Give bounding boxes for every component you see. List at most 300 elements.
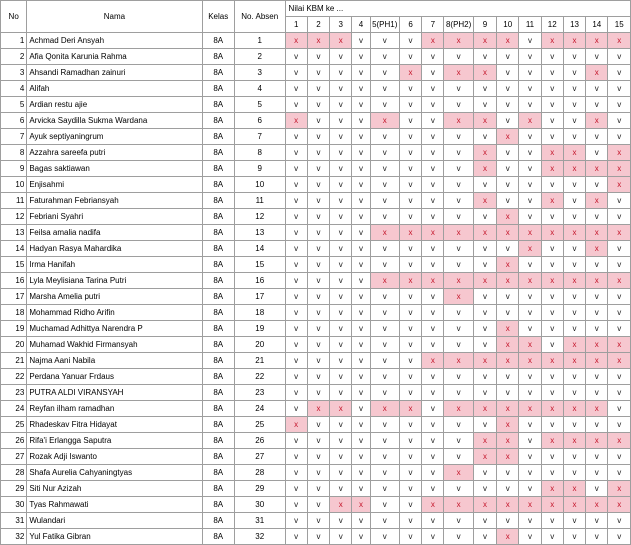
cell-grade-6[interactable]: v xyxy=(399,465,421,481)
cell-no[interactable]: 22 xyxy=(1,369,27,385)
cell-grade-11[interactable]: x xyxy=(519,337,541,353)
cell-absen[interactable]: 13 xyxy=(234,225,285,241)
cell-grade-9[interactable]: v xyxy=(473,177,496,193)
cell-absen[interactable]: 7 xyxy=(234,129,285,145)
cell-grade-5[interactable]: v xyxy=(370,417,399,433)
cell-grade-7[interactable]: v xyxy=(422,465,444,481)
cell-nama[interactable]: Wulandari xyxy=(27,513,202,529)
cell-grade-4[interactable]: v xyxy=(352,321,370,337)
cell-grade-12[interactable]: x xyxy=(541,497,563,513)
cell-grade-5[interactable]: v xyxy=(370,449,399,465)
cell-kelas[interactable]: 8A xyxy=(202,289,234,305)
cell-grade-15[interactable]: x xyxy=(608,481,631,497)
cell-grade-4[interactable]: v xyxy=(352,97,370,113)
cell-no[interactable]: 5 xyxy=(1,97,27,113)
cell-grade-11[interactable]: x xyxy=(519,113,541,129)
cell-grade-3[interactable]: v xyxy=(330,417,352,433)
cell-grade-7[interactable]: v xyxy=(422,417,444,433)
cell-grade-13[interactable]: x xyxy=(563,433,585,449)
cell-grade-2[interactable]: v xyxy=(307,257,329,273)
cell-grade-2[interactable]: v xyxy=(307,337,329,353)
cell-grade-6[interactable]: x xyxy=(399,401,421,417)
cell-grade-15[interactable]: x xyxy=(608,433,631,449)
cell-grade-15[interactable]: v xyxy=(608,65,631,81)
cell-grade-6[interactable]: v xyxy=(399,113,421,129)
cell-grade-1[interactable]: x xyxy=(285,417,307,433)
cell-grade-12[interactable]: x xyxy=(541,353,563,369)
cell-grade-5[interactable]: v xyxy=(370,49,399,65)
cell-absen[interactable]: 10 xyxy=(234,177,285,193)
cell-grade-11[interactable]: x xyxy=(519,241,541,257)
cell-grade-12[interactable]: v xyxy=(541,209,563,225)
cell-grade-6[interactable]: x xyxy=(399,65,421,81)
cell-grade-3[interactable]: v xyxy=(330,465,352,481)
cell-grade-11[interactable]: v xyxy=(519,369,541,385)
cell-no[interactable]: 6 xyxy=(1,113,27,129)
cell-grade-12[interactable]: v xyxy=(541,97,563,113)
cell-grade-4[interactable]: v xyxy=(352,225,370,241)
cell-grade-6[interactable]: v xyxy=(399,177,421,193)
cell-kelas[interactable]: 8A xyxy=(202,529,234,545)
cell-grade-9[interactable]: v xyxy=(473,81,496,97)
cell-grade-14[interactable]: v xyxy=(586,321,608,337)
header-kbm-3[interactable]: 3 xyxy=(330,17,352,33)
cell-grade-10[interactable]: v xyxy=(497,193,519,209)
cell-grade-13[interactable]: x xyxy=(563,225,585,241)
cell-grade-9[interactable]: x xyxy=(473,449,496,465)
cell-kelas[interactable]: 8A xyxy=(202,113,234,129)
cell-grade-7[interactable]: v xyxy=(422,481,444,497)
cell-grade-6[interactable]: v xyxy=(399,433,421,449)
cell-grade-8[interactable]: v xyxy=(444,417,473,433)
cell-no[interactable]: 3 xyxy=(1,65,27,81)
cell-grade-6[interactable]: v xyxy=(399,209,421,225)
cell-grade-1[interactable]: v xyxy=(285,241,307,257)
cell-grade-2[interactable]: v xyxy=(307,385,329,401)
cell-grade-4[interactable]: v xyxy=(352,417,370,433)
cell-grade-13[interactable]: v xyxy=(563,113,585,129)
cell-grade-4[interactable]: v xyxy=(352,353,370,369)
cell-nama[interactable]: Najma Aani Nabila xyxy=(27,353,202,369)
cell-absen[interactable]: 19 xyxy=(234,321,285,337)
cell-grade-1[interactable]: v xyxy=(285,385,307,401)
cell-grade-8[interactable]: v xyxy=(444,81,473,97)
cell-grade-9[interactable]: x xyxy=(473,497,496,513)
cell-grade-10[interactable]: x xyxy=(497,497,519,513)
cell-grade-8[interactable]: x xyxy=(444,33,473,49)
cell-grade-12[interactable]: x xyxy=(541,145,563,161)
cell-grade-13[interactable]: x xyxy=(563,497,585,513)
cell-nama[interactable]: PUTRA ALDI VIRANSYAH xyxy=(27,385,202,401)
cell-nama[interactable]: Ayuk septiyaningrum xyxy=(27,129,202,145)
cell-grade-13[interactable]: x xyxy=(563,145,585,161)
cell-grade-6[interactable]: v xyxy=(399,289,421,305)
cell-grade-2[interactable]: v xyxy=(307,465,329,481)
cell-grade-15[interactable]: v xyxy=(608,529,631,545)
cell-grade-15[interactable]: v xyxy=(608,449,631,465)
cell-grade-12[interactable]: x xyxy=(541,273,563,289)
cell-grade-6[interactable]: v xyxy=(399,145,421,161)
cell-absen[interactable]: 32 xyxy=(234,529,285,545)
cell-grade-3[interactable]: v xyxy=(330,513,352,529)
cell-grade-4[interactable]: v xyxy=(352,65,370,81)
cell-grade-4[interactable]: v xyxy=(352,145,370,161)
cell-grade-12[interactable]: v xyxy=(541,417,563,433)
cell-grade-11[interactable]: v xyxy=(519,321,541,337)
cell-grade-5[interactable]: v xyxy=(370,209,399,225)
cell-grade-3[interactable]: v xyxy=(330,225,352,241)
cell-nama[interactable]: Feilsa amalia nadifa xyxy=(27,225,202,241)
cell-grade-8[interactable]: v xyxy=(444,481,473,497)
cell-grade-13[interactable]: v xyxy=(563,129,585,145)
cell-kelas[interactable]: 8A xyxy=(202,161,234,177)
cell-grade-5[interactable]: v xyxy=(370,289,399,305)
cell-nama[interactable]: Arvicka Saydilla Sukma Wardana xyxy=(27,113,202,129)
cell-grade-14[interactable]: x xyxy=(586,33,608,49)
cell-no[interactable]: 25 xyxy=(1,417,27,433)
cell-grade-9[interactable]: v xyxy=(473,257,496,273)
cell-grade-1[interactable]: v xyxy=(285,145,307,161)
cell-grade-11[interactable]: v xyxy=(519,129,541,145)
cell-grade-3[interactable]: v xyxy=(330,257,352,273)
cell-grade-1[interactable]: v xyxy=(285,337,307,353)
cell-nama[interactable]: Ardian restu ajie xyxy=(27,97,202,113)
cell-nama[interactable]: Perdana Yanuar Frdaus xyxy=(27,369,202,385)
cell-grade-10[interactable]: v xyxy=(497,161,519,177)
cell-grade-7[interactable]: v xyxy=(422,401,444,417)
cell-grade-6[interactable]: v xyxy=(399,481,421,497)
cell-nama[interactable]: Yul Fatika Gibran xyxy=(27,529,202,545)
cell-grade-2[interactable]: v xyxy=(307,145,329,161)
cell-grade-3[interactable]: x xyxy=(330,33,352,49)
cell-no[interactable]: 9 xyxy=(1,161,27,177)
cell-nama[interactable]: Azzahra sareefa putri xyxy=(27,145,202,161)
cell-no[interactable]: 12 xyxy=(1,209,27,225)
cell-grade-9[interactable]: x xyxy=(473,145,496,161)
cell-no[interactable]: 26 xyxy=(1,433,27,449)
cell-grade-14[interactable]: x xyxy=(586,497,608,513)
cell-grade-1[interactable]: v xyxy=(285,225,307,241)
cell-kelas[interactable]: 8A xyxy=(202,465,234,481)
cell-nama[interactable]: Afia Qonita Karunia Rahma xyxy=(27,49,202,65)
cell-grade-10[interactable]: x xyxy=(497,33,519,49)
cell-grade-15[interactable]: x xyxy=(608,337,631,353)
cell-grade-11[interactable]: v xyxy=(519,81,541,97)
cell-grade-12[interactable]: v xyxy=(541,513,563,529)
cell-grade-3[interactable]: x xyxy=(330,401,352,417)
cell-grade-5[interactable]: v xyxy=(370,33,399,49)
cell-grade-5[interactable]: v xyxy=(370,97,399,113)
cell-grade-2[interactable]: v xyxy=(307,529,329,545)
cell-grade-1[interactable]: v xyxy=(285,289,307,305)
cell-grade-11[interactable]: v xyxy=(519,161,541,177)
cell-grade-14[interactable]: v xyxy=(586,81,608,97)
cell-grade-5[interactable]: v xyxy=(370,81,399,97)
cell-grade-5[interactable]: v xyxy=(370,513,399,529)
cell-grade-1[interactable]: v xyxy=(285,257,307,273)
cell-no[interactable]: 23 xyxy=(1,385,27,401)
cell-grade-7[interactable]: v xyxy=(422,305,444,321)
cell-no[interactable]: 2 xyxy=(1,49,27,65)
header-kbm-7[interactable]: 7 xyxy=(422,17,444,33)
cell-absen[interactable]: 24 xyxy=(234,401,285,417)
cell-grade-11[interactable]: v xyxy=(519,33,541,49)
cell-grade-11[interactable]: v xyxy=(519,481,541,497)
cell-grade-14[interactable]: v xyxy=(586,417,608,433)
cell-grade-5[interactable]: v xyxy=(370,481,399,497)
cell-grade-11[interactable]: v xyxy=(519,257,541,273)
cell-grade-14[interactable]: x xyxy=(586,353,608,369)
cell-grade-11[interactable]: v xyxy=(519,289,541,305)
cell-grade-5[interactable]: v xyxy=(370,193,399,209)
cell-grade-10[interactable]: x xyxy=(497,433,519,449)
cell-grade-7[interactable]: v xyxy=(422,385,444,401)
cell-grade-7[interactable]: v xyxy=(422,81,444,97)
cell-grade-15[interactable]: x xyxy=(608,225,631,241)
cell-grade-2[interactable]: v xyxy=(307,97,329,113)
cell-grade-1[interactable]: v xyxy=(285,97,307,113)
cell-grade-4[interactable]: v xyxy=(352,449,370,465)
cell-grade-14[interactable]: x xyxy=(586,161,608,177)
cell-grade-3[interactable]: v xyxy=(330,193,352,209)
cell-grade-3[interactable]: v xyxy=(330,161,352,177)
cell-grade-6[interactable]: v xyxy=(399,193,421,209)
cell-grade-2[interactable]: v xyxy=(307,193,329,209)
cell-kelas[interactable]: 8A xyxy=(202,449,234,465)
cell-grade-9[interactable]: v xyxy=(473,321,496,337)
cell-absen[interactable]: 30 xyxy=(234,497,285,513)
cell-grade-3[interactable]: v xyxy=(330,145,352,161)
cell-absen[interactable]: 6 xyxy=(234,113,285,129)
cell-grade-13[interactable]: v xyxy=(563,177,585,193)
cell-grade-8[interactable]: x xyxy=(444,65,473,81)
cell-grade-14[interactable]: x xyxy=(586,225,608,241)
cell-absen[interactable]: 12 xyxy=(234,209,285,225)
cell-grade-9[interactable]: v xyxy=(473,289,496,305)
cell-grade-11[interactable]: v xyxy=(519,305,541,321)
cell-grade-1[interactable]: v xyxy=(285,465,307,481)
cell-grade-8[interactable]: v xyxy=(444,305,473,321)
cell-nama[interactable]: Rhadeskav Fitra Hidayat xyxy=(27,417,202,433)
cell-grade-12[interactable]: v xyxy=(541,385,563,401)
cell-grade-7[interactable]: v xyxy=(422,337,444,353)
cell-grade-1[interactable]: v xyxy=(285,497,307,513)
cell-no[interactable]: 16 xyxy=(1,273,27,289)
cell-grade-6[interactable]: v xyxy=(399,337,421,353)
cell-grade-3[interactable]: v xyxy=(330,49,352,65)
cell-grade-10[interactable]: x xyxy=(497,449,519,465)
cell-grade-14[interactable]: v xyxy=(586,49,608,65)
cell-grade-13[interactable]: v xyxy=(563,385,585,401)
cell-nama[interactable]: Muhamad Wakhid Firmansyah xyxy=(27,337,202,353)
cell-grade-1[interactable]: v xyxy=(285,401,307,417)
cell-no[interactable]: 21 xyxy=(1,353,27,369)
cell-grade-12[interactable]: x xyxy=(541,33,563,49)
cell-grade-5[interactable]: v xyxy=(370,65,399,81)
cell-grade-2[interactable]: v xyxy=(307,449,329,465)
cell-grade-13[interactable]: v xyxy=(563,241,585,257)
cell-grade-9[interactable]: v xyxy=(473,385,496,401)
cell-grade-5[interactable]: v xyxy=(370,129,399,145)
cell-grade-8[interactable]: v xyxy=(444,129,473,145)
cell-grade-6[interactable]: v xyxy=(399,385,421,401)
cell-grade-1[interactable]: v xyxy=(285,65,307,81)
cell-grade-9[interactable]: x xyxy=(473,193,496,209)
cell-grade-7[interactable]: v xyxy=(422,513,444,529)
cell-grade-4[interactable]: v xyxy=(352,177,370,193)
cell-nama[interactable]: Reyfan ilham ramadhan xyxy=(27,401,202,417)
cell-grade-1[interactable]: v xyxy=(285,321,307,337)
cell-grade-7[interactable]: v xyxy=(422,177,444,193)
cell-grade-7[interactable]: v xyxy=(422,65,444,81)
cell-grade-13[interactable]: v xyxy=(563,257,585,273)
cell-no[interactable]: 29 xyxy=(1,481,27,497)
cell-grade-3[interactable]: v xyxy=(330,65,352,81)
cell-grade-5[interactable]: v xyxy=(370,433,399,449)
cell-kelas[interactable]: 8A xyxy=(202,401,234,417)
cell-no[interactable]: 11 xyxy=(1,193,27,209)
cell-grade-7[interactable]: v xyxy=(422,529,444,545)
cell-kelas[interactable]: 8A xyxy=(202,257,234,273)
cell-absen[interactable]: 5 xyxy=(234,97,285,113)
cell-grade-1[interactable]: v xyxy=(285,129,307,145)
cell-grade-2[interactable]: v xyxy=(307,225,329,241)
cell-absen[interactable]: 9 xyxy=(234,161,285,177)
cell-grade-7[interactable]: v xyxy=(422,161,444,177)
cell-grade-14[interactable]: v xyxy=(586,465,608,481)
cell-grade-12[interactable]: x xyxy=(541,225,563,241)
cell-grade-2[interactable]: x xyxy=(307,401,329,417)
cell-grade-1[interactable]: v xyxy=(285,513,307,529)
cell-grade-10[interactable]: x xyxy=(497,209,519,225)
cell-grade-8[interactable]: v xyxy=(444,241,473,257)
cell-grade-3[interactable]: v xyxy=(330,97,352,113)
cell-grade-11[interactable]: x xyxy=(519,497,541,513)
header-kbm-11[interactable]: 11 xyxy=(519,17,541,33)
cell-grade-1[interactable]: v xyxy=(285,369,307,385)
cell-grade-7[interactable]: x xyxy=(422,353,444,369)
cell-grade-2[interactable]: v xyxy=(307,321,329,337)
cell-grade-7[interactable]: v xyxy=(422,289,444,305)
cell-grade-8[interactable]: v xyxy=(444,209,473,225)
cell-grade-5[interactable]: v xyxy=(370,465,399,481)
cell-kelas[interactable]: 8A xyxy=(202,353,234,369)
cell-grade-1[interactable]: v xyxy=(285,81,307,97)
cell-grade-13[interactable]: v xyxy=(563,209,585,225)
cell-grade-3[interactable]: v xyxy=(330,177,352,193)
cell-grade-14[interactable]: v xyxy=(586,513,608,529)
cell-grade-4[interactable]: v xyxy=(352,513,370,529)
cell-grade-14[interactable]: v xyxy=(586,129,608,145)
cell-grade-4[interactable]: v xyxy=(352,289,370,305)
cell-grade-13[interactable]: x xyxy=(563,481,585,497)
cell-grade-10[interactable]: v xyxy=(497,513,519,529)
cell-grade-10[interactable]: x xyxy=(497,353,519,369)
cell-grade-9[interactable]: v xyxy=(473,129,496,145)
cell-grade-3[interactable]: v xyxy=(330,305,352,321)
cell-grade-11[interactable]: x xyxy=(519,273,541,289)
cell-grade-2[interactable]: v xyxy=(307,177,329,193)
cell-grade-15[interactable]: x xyxy=(608,33,631,49)
cell-grade-14[interactable]: v xyxy=(586,145,608,161)
cell-grade-12[interactable]: x xyxy=(541,193,563,209)
cell-grade-2[interactable]: x xyxy=(307,33,329,49)
cell-absen[interactable]: 20 xyxy=(234,337,285,353)
cell-grade-10[interactable]: x xyxy=(497,129,519,145)
cell-grade-1[interactable]: v xyxy=(285,481,307,497)
cell-grade-8[interactable]: v xyxy=(444,49,473,65)
cell-grade-8[interactable]: v xyxy=(444,97,473,113)
cell-kelas[interactable]: 8A xyxy=(202,369,234,385)
cell-absen[interactable]: 8 xyxy=(234,145,285,161)
cell-grade-12[interactable]: v xyxy=(541,289,563,305)
cell-grade-5[interactable]: v xyxy=(370,497,399,513)
cell-grade-9[interactable]: v xyxy=(473,513,496,529)
cell-grade-1[interactable]: v xyxy=(285,49,307,65)
cell-grade-6[interactable]: v xyxy=(399,241,421,257)
cell-grade-12[interactable]: v xyxy=(541,257,563,273)
cell-grade-15[interactable]: v xyxy=(608,129,631,145)
cell-grade-8[interactable]: x xyxy=(444,113,473,129)
cell-nama[interactable]: Achmad Deri Ansyah xyxy=(27,33,202,49)
header-kbm-1[interactable]: 1 xyxy=(285,17,307,33)
cell-grade-5[interactable]: v xyxy=(370,321,399,337)
cell-grade-12[interactable]: v xyxy=(541,305,563,321)
cell-absen[interactable]: 28 xyxy=(234,465,285,481)
cell-grade-8[interactable]: v xyxy=(444,513,473,529)
header-kbm-8[interactable]: 8(PH2) xyxy=(444,17,473,33)
cell-grade-10[interactable]: x xyxy=(497,529,519,545)
cell-absen[interactable]: 29 xyxy=(234,481,285,497)
cell-grade-11[interactable]: v xyxy=(519,209,541,225)
cell-grade-11[interactable]: v xyxy=(519,417,541,433)
cell-grade-5[interactable]: x xyxy=(370,401,399,417)
cell-grade-2[interactable]: v xyxy=(307,305,329,321)
cell-grade-13[interactable]: v xyxy=(563,97,585,113)
cell-absen[interactable]: 26 xyxy=(234,433,285,449)
cell-grade-13[interactable]: v xyxy=(563,81,585,97)
cell-grade-3[interactable]: v xyxy=(330,321,352,337)
cell-grade-15[interactable]: v xyxy=(608,369,631,385)
cell-grade-10[interactable]: x xyxy=(497,401,519,417)
cell-nama[interactable]: Tyas Rahmawati xyxy=(27,497,202,513)
cell-no[interactable]: 1 xyxy=(1,33,27,49)
cell-grade-6[interactable]: v xyxy=(399,97,421,113)
cell-grade-5[interactable]: v xyxy=(370,257,399,273)
cell-grade-10[interactable]: x xyxy=(497,417,519,433)
cell-nama[interactable]: Febriani Syahri xyxy=(27,209,202,225)
cell-no[interactable]: 24 xyxy=(1,401,27,417)
cell-grade-8[interactable]: v xyxy=(444,449,473,465)
cell-nama[interactable]: Muchamad Adhittya Narendra P xyxy=(27,321,202,337)
cell-nama[interactable]: Bagas saktiawan xyxy=(27,161,202,177)
cell-grade-6[interactable]: v xyxy=(399,305,421,321)
cell-no[interactable]: 14 xyxy=(1,241,27,257)
cell-grade-15[interactable]: x xyxy=(608,177,631,193)
cell-grade-9[interactable]: x xyxy=(473,401,496,417)
cell-grade-5[interactable]: x xyxy=(370,273,399,289)
cell-grade-8[interactable]: v xyxy=(444,177,473,193)
cell-grade-4[interactable]: v xyxy=(352,33,370,49)
cell-grade-5[interactable]: x xyxy=(370,225,399,241)
cell-grade-12[interactable]: v xyxy=(541,241,563,257)
cell-grade-14[interactable]: x xyxy=(586,273,608,289)
cell-grade-8[interactable]: v xyxy=(444,145,473,161)
cell-grade-4[interactable]: v xyxy=(352,241,370,257)
cell-grade-2[interactable]: v xyxy=(307,417,329,433)
cell-grade-10[interactable]: v xyxy=(497,81,519,97)
cell-no[interactable]: 10 xyxy=(1,177,27,193)
